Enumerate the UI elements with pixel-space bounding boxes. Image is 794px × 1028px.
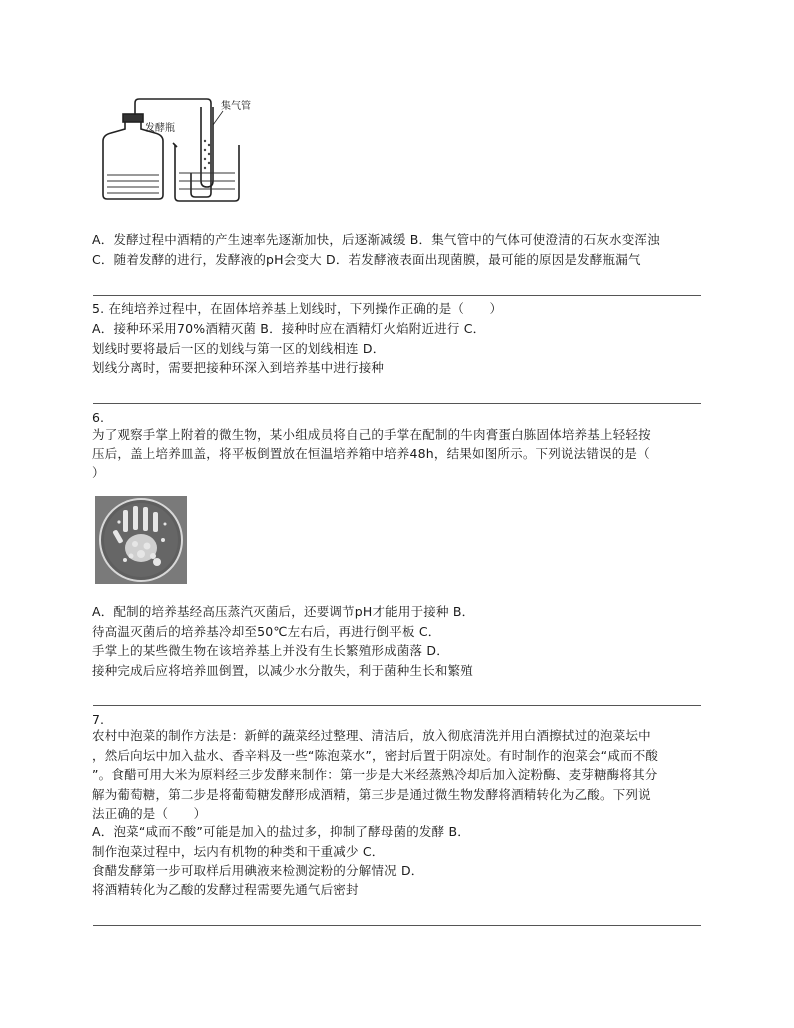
bottle-label: 发酵瓶: [145, 123, 175, 134]
q7-number: 7.: [92, 712, 104, 727]
q5-option-line-1: A．接种环采用70%酒精灭菌 B．接种时应在酒精灯火焰附近进行 C．: [92, 321, 486, 336]
q5-stem: 5. 在纯培养过程中，在固体培养基上划线时，下列操作正确的是（ ）: [92, 301, 503, 316]
q6-option-line-4: 接种完成后应将培养皿倒置，以减少水分散失，利于菌种生长和繁殖: [92, 663, 474, 678]
q6-option-line-3: 手掌上的某些微生物在该培养基上并没有生长繁殖形成菌落 D．: [92, 643, 449, 658]
divider: [93, 295, 701, 296]
q7-option-line-1: A．泡菜“咸而不酸”可能是加入的盐过多，抑制了酵母菌的发酵 B．: [92, 824, 470, 839]
q7-stem-1: 农村中泡菜的制作方法是：新鲜的蔬菜经过整理、清洁后，放入彻底清洗并用白酒擦拭过的泡菜坛中: [92, 728, 651, 743]
tube-label: 集气管: [221, 101, 251, 112]
q6-stem-1: 为了观察手掌上附着的微生物，某小组成员将自己的手掌在配制的牛肉膏蛋白胨固体培养基上轻轻按: [92, 427, 651, 442]
q4-options-line-2: C．随着发酵的进行，发酵液的pH会变大 D．若发酵液表面出现菌膜，最可能的原因是发酵瓶漏气: [92, 252, 641, 267]
fermentation-apparatus-figure: [95, 95, 255, 205]
q6-stem-2: 压后，盖上培养皿盖，将平板倒置放在恒温培养箱中培养48h，结果如图所示。下列说法错误的是（: [92, 446, 650, 461]
q7-stem-3: ”。食醋可用大米为原料经三步发酵来制作：第一步是大米经蒸熟冷却后加入淀粉酶、麦芽糖酶将其分: [92, 767, 658, 782]
divider: [93, 403, 701, 404]
q6-number: 6.: [92, 410, 104, 425]
q5-option-line-3: 划线分离时，需要把接种环深入到培养基中进行接种: [92, 360, 385, 375]
q7-option-line-4: 将酒精转化为乙酸的发酵过程需要先通气后密封: [92, 882, 359, 897]
divider: [93, 705, 701, 706]
q7-stem-2: ，然后向坛中加入盐水、香辛料及一些“陈泡菜水”，密封后置于阴凉处。有时制作的泡菜会“咸而不酸: [92, 748, 659, 763]
q7-option-line-3: 食醋发酵第一步可取样后用碘液来检测淀粉的分解情况 D．: [92, 863, 424, 878]
q7-option-line-2: 制作泡菜过程中，坛内有机物的种类和干重减少 C．: [92, 844, 385, 859]
q6-option-line-1: A．配制的培养基经高压蒸汽灭菌后，还要调节pH才能用于接种 B．: [92, 604, 475, 619]
q6-stem-3: ）: [92, 465, 105, 480]
divider: [93, 925, 701, 926]
petri-dish-hand-culture-image: [95, 496, 187, 584]
q7-stem-4: 解为葡萄糖，第二步是将葡萄糖发酵形成酒精，第三步是通过微生物发酵将酒精转化为乙酸。下列说: [92, 787, 651, 802]
q6-option-line-2: 待高温灭菌后的培养基冷却至50℃左右后，再进行倒平板 C．: [92, 624, 441, 639]
q7-stem-5: 法正确的是（ ）: [92, 806, 207, 821]
q4-options-line-1: A．发酵过程中酒精的产生速率先逐渐加快，后逐渐减缓 B．集气管中的气体可使澄清的石灰水变浑浊: [92, 232, 660, 247]
q5-option-line-2: 划线时要将最后一区的划线与第一区的划线相连 D．: [92, 341, 386, 356]
